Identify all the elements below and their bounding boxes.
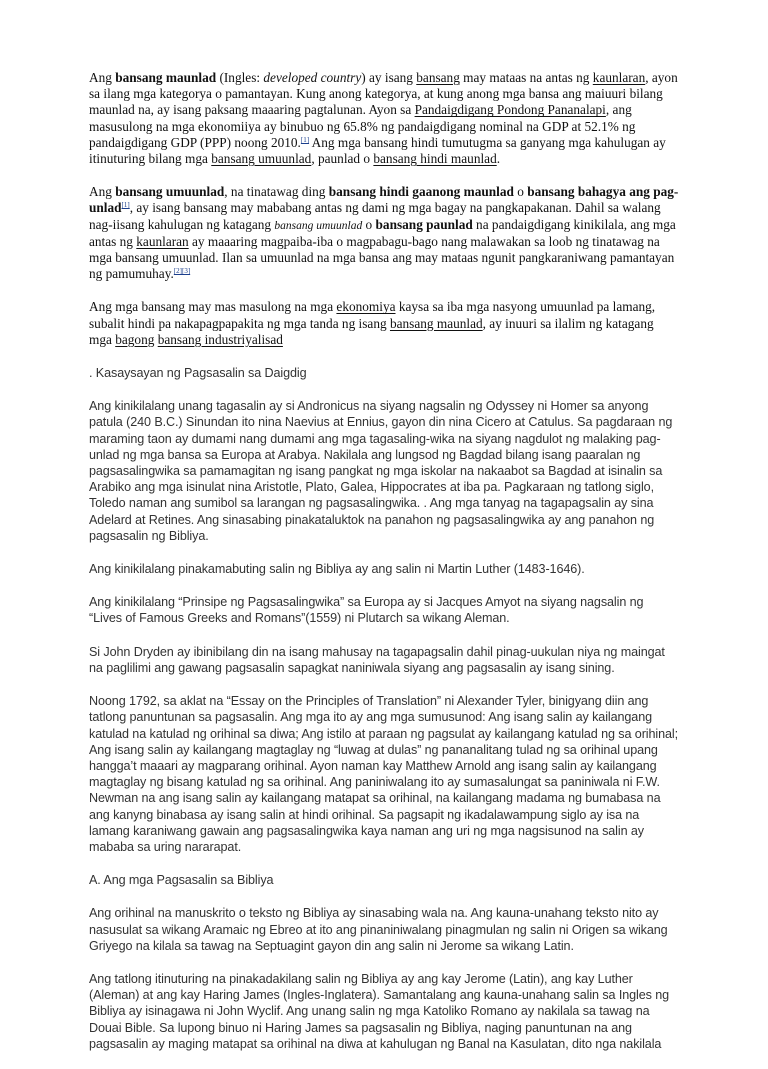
paragraph-amyot: Ang kinikilalang “Prinsipe ng Pagsasalingwika” sa Europa ay si Jacques Amyot na siyang nagsalin ng “Lives of Famous Greeks and Romans”(1559) ni Plutarch sa wikang Aleman. xyxy=(89,595,644,626)
link-bansang-umuunlad[interactable]: bansang umuunlad xyxy=(211,151,312,167)
paragraph-bible-manuscript: Ang orihinal na manuskrito o teksto ng Bibliya ay sinasabing wala na. Ang kauna-unahang teksto nito ay nasusulat sa wikang Aramaic ng Ebreo at ito ang pinaniniwalang pinagmulan ng salin ni Origen sa wikang Griyego na kilala sa tawag na Septuagint gayon din ang salin ni Jerome sa wikang Latin. xyxy=(89,906,668,953)
text-run: Ang mga bansang may mas masulong na mga xyxy=(89,299,337,315)
bold-term: bansang maunlad xyxy=(115,70,217,85)
paragraph-bible-translations: Ang tatlong itinuturing na pinakadakilang salin ng Bibliya ay ang kay Jerome (Latin), ang kay Luther (Aleman) at ang kay Haring James (Ingles-Inglatera). Samantalang ang kauna-unahang salin sa Ingles ng Bibliya ay isinagawa ni John Wyclif. Ang unang salin ng mga Katoliko Romano ay nakilala sa tawag na Douai Bible. Sa lupong binuo ni Haring James sa pagsasalin ng Bibliya, naging panuntunan na ang pagsasalin ay maging matapat sa orihinal na diwa at kahulugan ng Banal na Kasulatan, dito nga nakilala xyxy=(89,971,670,1051)
text-run: , ayon sa ilang mga kategorya o pamantayan. Kung anong kategorya, at kung anong mga bansa ang maiuuri bilang maunlad na, ay isang paksang maaaring pagtalunan. Ayon sa xyxy=(89,70,678,118)
paragraph-industrialized xyxy=(89,299,679,348)
paragraph-developed-country xyxy=(89,70,679,167)
link-kaunlaran[interactable]: kaunlaran xyxy=(592,70,646,85)
text-run: , ay isang bansang may mababang antas ng dami ng mga bagay na pangkapakanan. Dahil sa walang nag-iisang kahulugan ng katagang xyxy=(89,200,661,232)
paragraph-luther: Ang kinikilalang pinakamabuting salin ng Bibliya ay ang salin ni Martin Luther (1483-1646). xyxy=(89,562,585,577)
link-bansang-maunlad[interactable]: bansang maunlad xyxy=(389,315,483,331)
bold-term: bansang umuunlad xyxy=(115,184,225,200)
text-run: . xyxy=(496,151,501,167)
link-bagong[interactable]: bagong xyxy=(115,331,155,347)
text-run: na pandaigdigang kinikilala, ang mga antas ng xyxy=(89,216,676,249)
text-run: ay maaaring magpaiba-iba o magpabagu-bago nang malawakan sa loob ng tinatawag na mga bansang umuunlad. Ilan sa umuunlad na mga bansa ang may mataas ngunit pangkaraniwang pamantayan ng pamumuhay. xyxy=(89,233,675,282)
link-bansang[interactable]: bansang xyxy=(416,70,460,85)
section-heading-bible: A. Ang mga Pagsasalin sa Bibliya xyxy=(89,873,274,888)
text-run: , paunlad o xyxy=(311,151,374,167)
link-bansang-industriyalisad[interactable]: bansang industriyalisad xyxy=(157,331,283,347)
bold-term: bansang paunlad xyxy=(375,216,473,232)
text-run: (Ingles: xyxy=(216,70,264,85)
document-page xyxy=(89,70,679,1069)
text-run: Ang xyxy=(89,184,116,200)
link-ekonomiya[interactable]: ekonomiya xyxy=(336,299,396,315)
paragraph-tyler: Noong 1792, sa aklat na “Essay on the Principles of Translation” ni Alexander Tyler, binigyang diin ang tatlong panuntunan sa pagsasalin. Ang mga ito ay ang mga sumusunod: Ang isang salin ay kailangang katulad na katulad ng orihinal sa diwa; Ang istilo at paraan ng pagsulat ay kailangang katulad ng sa orihinal; Ang isang salin ay kailangang magtaglay ng “luwag at dulas” ng pananalitang tulad ng sa orihinal upang hangga’t maaari ay magparang orihinal. Ayon naman kay Matthew Arnold ang isang salin ay kailangang magtaglay ng bisang katulad ng sa orihinal. Ang paniniwalang ito ay sumasalungat sa paniniwala ni F.W. Newman na ang isang salin ay kailangang matapat sa orihinal, na kailangang madama ng bumabasa na ang kanyng binabasa ay isang salin at hindi orihinal. Sa pagsapit ng ikadalawampung siglo ay isa na lamang karaniwang gawain ang pagsasalingwika kaya naman ang uri ng mga nagsisunod na salin ay mababa sa uring nararapat. xyxy=(89,694,679,854)
text-run: , ang masusulong na mga ekonomiiya ay binubuo ng 65.8% ng pandaigdigang nominal na GDP at 52.1% ng pandaigdigang GDP (PPP) noong 2010. xyxy=(89,102,636,150)
link-bansang-hindi-maunlad[interactable]: bansang hindi maunlad xyxy=(373,151,497,167)
text-run: o xyxy=(362,216,376,232)
reference-link[interactable]: [1] xyxy=(121,201,130,210)
text-run: Ang xyxy=(89,70,116,85)
section-heading-history: . Kasaysayan ng Pagsasalin sa Daigdig xyxy=(89,366,307,381)
italic-term: developed country xyxy=(263,70,362,85)
text-run: Ang mga bansang hindi tumutugma sa ganyang mga kahulugan ay itinuturing bilang mga xyxy=(89,134,666,167)
link-kaunlaran[interactable]: kaunlaran xyxy=(136,233,189,249)
reference-link[interactable]: [1] xyxy=(300,135,310,144)
italic-term: bansang umuunlad xyxy=(274,219,363,232)
reference-link[interactable]: [2][3] xyxy=(173,267,191,276)
text-run: , ay inuuri sa ilalim ng katagang mga xyxy=(89,315,654,347)
text-run: kaysa sa iba mga nasyong umuunlad pa lamang, subalit hindi pa nakapagpapakita ng mga tanda ng isang xyxy=(89,299,656,331)
paragraph-dryden: Si John Dryden ay ibinibilang din na isang mahusay na tagapagsalin dahil pinag-uukulan niya ng maingat na paglilimi ang gawang pagsasalin sapagkat naniniwala siyang ang pagsasalin ay isang sining. xyxy=(89,644,665,675)
text-run: ) ay isang xyxy=(361,70,417,85)
text-run: may mataas na antas ng xyxy=(459,70,593,85)
paragraph-developing-country xyxy=(89,184,679,282)
text-run: o xyxy=(513,184,528,200)
text-run: , na tinatawag ding xyxy=(224,184,329,200)
bold-term: bansang bahagya ang pag-unlad xyxy=(89,184,679,216)
link-pandaigdigang-pondong-pananalapi[interactable]: Pandaigdigang Pondong Pananalapi xyxy=(414,102,606,118)
bold-term: bansang hindi gaanong maunlad xyxy=(328,184,514,200)
paragraph-first-translators: Ang kinikilalang unang tagasalin ay si Andronicus na siyang nagsalin ng Odyssey ni Homer sa anyong patula (240 B.C.) Sinundan ito nina Naevius at Ennius, gayon din nina Cicero at Catulus. Sa pagdaraan ng maraming taon ay dumami nang dumami ang mga tagasaling-wika na siyang nagdulot ng malaking pag-unlad ng mga bansa sa Europa at Arabya. Nakilala ang lungsod ng Bagdad bilang isang paaralan ng pagsasalingwika sa pamamagitan ng isang pangkat ng mga iskolar na nakaabot sa Bagdad at isinalin sa Arabiko ang mga isinulat nina Aristotle, Plato, Galea, Hippocrates at iba pa. Pagkaraan ng tatlong siglo, Toledo naman ang sumibol sa larangan ng pagsasalingwika. . Ang mga tanyag na tagapagsalin ay sina Adelard at Retines. Ang sinasabing pinakataluktok na panahon ng pagsasalingwika ay ang panahon ng pagsasalin ng Bibliya. xyxy=(89,399,673,543)
